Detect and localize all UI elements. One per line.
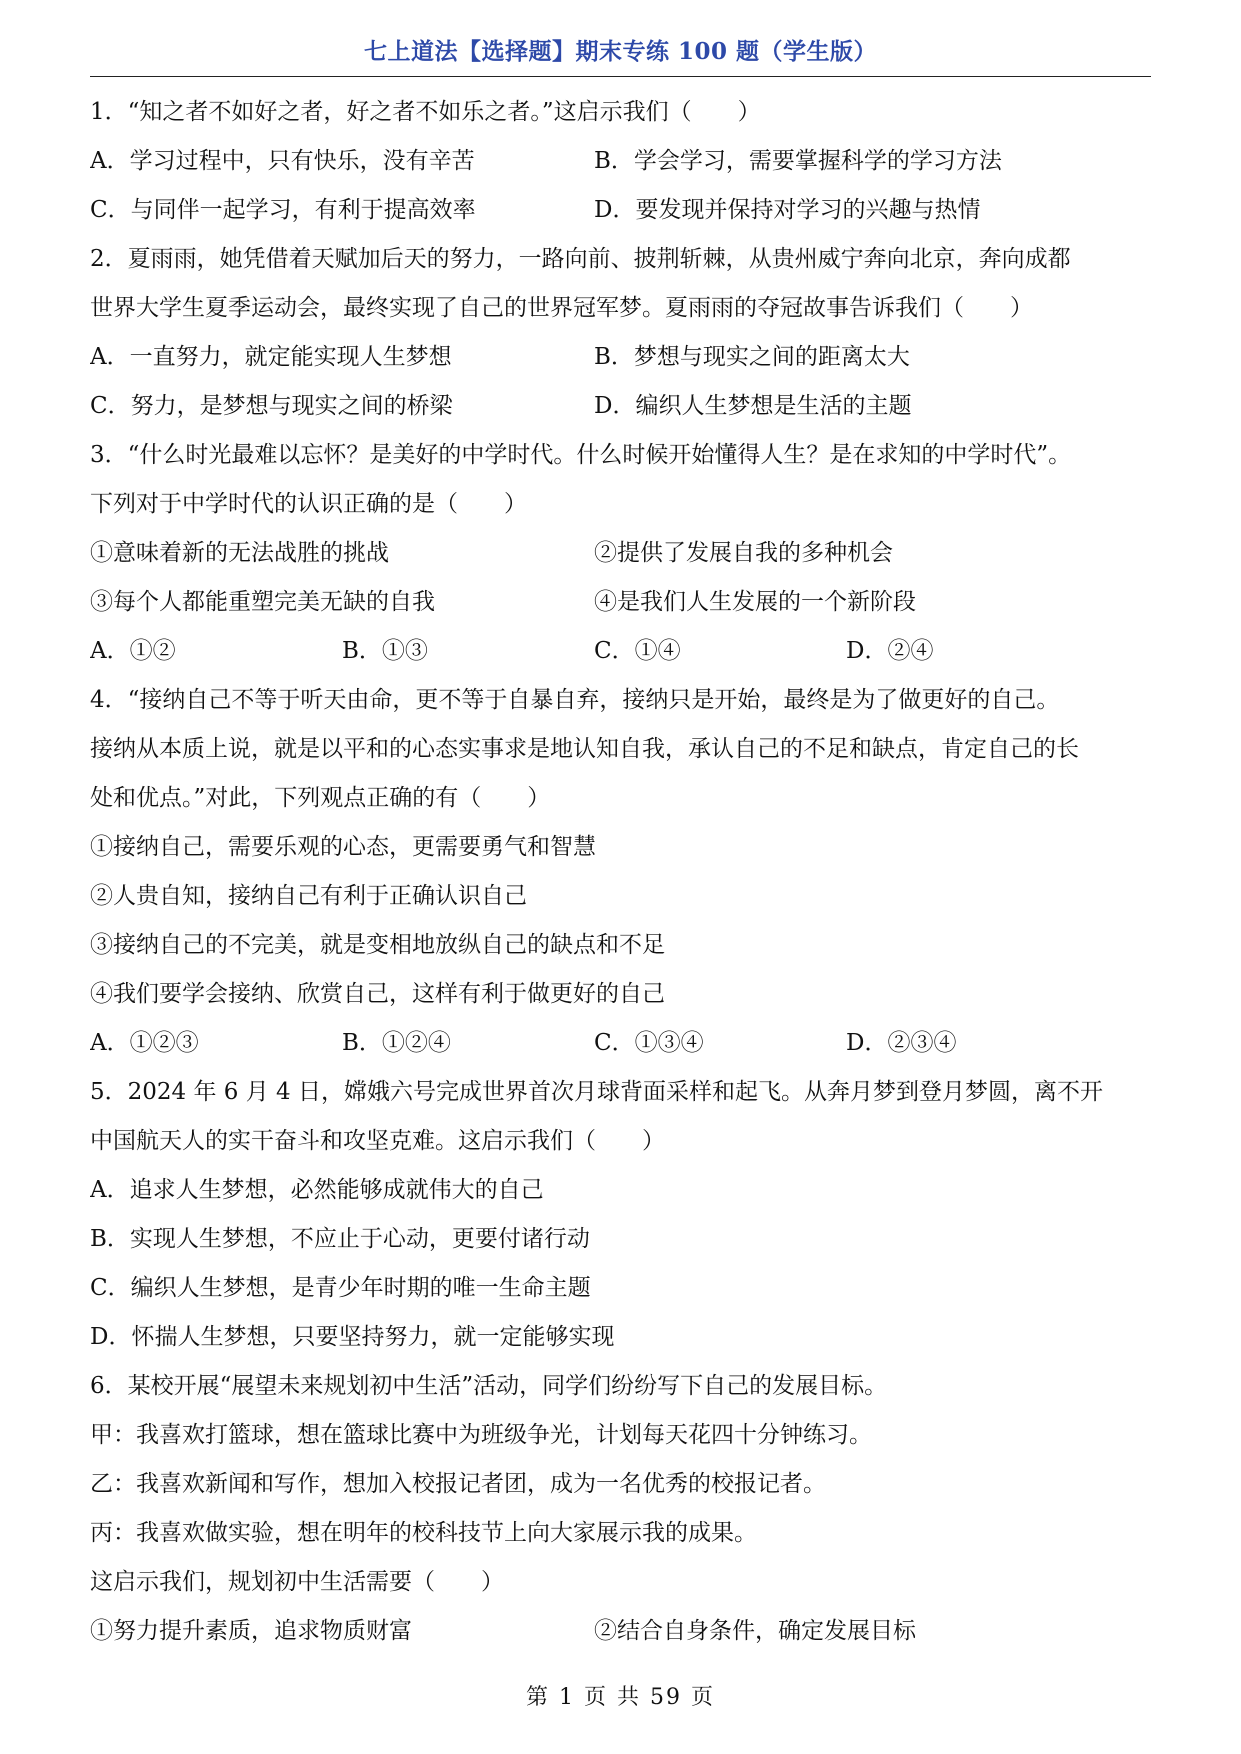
question-3-statements-row-1 bbox=[90, 529, 1152, 578]
question-1-options-row-1 bbox=[90, 137, 1152, 186]
question-2-stem-line-1: 2．夏雨雨，她凭借着天赋加后天的努力，一路向前、披荆斩棘，从贵州威宁奔向北京，奔向成都 bbox=[90, 246, 1071, 272]
statement-4: ④是我们人生发展的一个新阶段 bbox=[594, 589, 916, 615]
question-2-options-row-1 bbox=[90, 333, 1152, 382]
option-a: A．追求人生梦想，必然能够成就伟大的自己 bbox=[90, 1177, 544, 1203]
option-c: C．①③④ bbox=[594, 1030, 704, 1056]
statement-1: ①接纳自己，需要乐观的心态，更需要勇气和智慧 bbox=[90, 834, 596, 860]
student-jia-goal: 甲：我喜欢打篮球，想在篮球比赛中为班级争光，计划每天花四十分钟练习。 bbox=[90, 1422, 872, 1448]
statement-2: ②结合自身条件，确定发展目标 bbox=[594, 1618, 916, 1644]
question-3-stem-line-1: 3．“什么时光最难以忘怀？是美好的中学时代。什么时候开始懂得人生？是在求知的中学时代”。 bbox=[90, 442, 1072, 468]
page-number: 第 1 页 共 59 页 bbox=[526, 1685, 715, 1710]
statement-4: ④我们要学会接纳、欣赏自己，这样有利于做更好的自己 bbox=[90, 981, 665, 1007]
statement-1: ①意味着新的无法战胜的挑战 bbox=[90, 540, 389, 566]
question-6-statements-row-1 bbox=[90, 1607, 1152, 1656]
option-a: A．①②③ bbox=[90, 1030, 199, 1056]
page-header bbox=[90, 34, 1151, 77]
statement-3: ③每个人都能重塑完美无缺的自我 bbox=[90, 589, 435, 615]
option-b: B．①③ bbox=[342, 638, 428, 664]
question-3-stem-line-2: 下列对于中学时代的认识正确的是（ ） bbox=[90, 491, 527, 517]
option-b: B．①②④ bbox=[342, 1030, 451, 1056]
option-a: A．一直努力，就定能实现人生梦想 bbox=[90, 344, 452, 370]
question-6-stem-line-1: 6．某校开展“展望未来规划初中生活”活动，同学们纷纷写下自己的发展目标。 bbox=[90, 1373, 888, 1399]
option-b: B．梦想与现实之间的距离太大 bbox=[594, 344, 910, 370]
option-d: D．②③④ bbox=[846, 1030, 957, 1056]
question-2-stem-line-2: 世界大学生夏季运动会，最终实现了自己的世界冠军梦。夏雨雨的夺冠故事告诉我们（ ） bbox=[90, 295, 1033, 321]
option-a: A．①② bbox=[90, 638, 176, 664]
question-4-stem-line-2: 接纳从本质上说，就是以平和的心态实事求是地认知自我，承认自己的不足和缺点，肯定自己的长 bbox=[90, 736, 1079, 762]
option-b: B．实现人生梦想，不应止于心动，更要付诸行动 bbox=[90, 1226, 590, 1252]
option-d: D．②④ bbox=[846, 638, 934, 664]
student-yi-goal: 乙：我喜欢新闻和写作，想加入校报记者团，成为一名优秀的校报记者。 bbox=[90, 1471, 826, 1497]
question-6-stem-line-2: 这启示我们，规划初中生活需要（ ） bbox=[90, 1569, 504, 1595]
question-4-options bbox=[90, 1019, 1152, 1068]
option-c: C．①④ bbox=[594, 638, 681, 664]
question-list bbox=[90, 88, 1152, 1656]
question-4-stem-line-3: 处和优点。”对此，下列观点正确的有（ ） bbox=[90, 785, 551, 811]
option-d: D．怀揣人生梦想，只要坚持努力，就一定能够实现 bbox=[90, 1324, 615, 1350]
option-a: A．学习过程中，只有快乐，没有辛苦 bbox=[90, 148, 475, 174]
question-3-options bbox=[90, 627, 1152, 676]
option-d: D．要发现并保持对学习的兴趣与热情 bbox=[594, 197, 981, 223]
question-5-stem-line-2: 中国航天人的实干奋斗和攻坚克难。这启示我们（ ） bbox=[90, 1128, 665, 1154]
statement-1: ①努力提升素质，追求物质财富 bbox=[90, 1618, 412, 1644]
statement-2: ②人贵自知，接纳自己有利于正确认识自己 bbox=[90, 883, 527, 909]
question-3-statements-row-2 bbox=[90, 578, 1152, 627]
question-1-stem: 1．“知之者不如好之者，好之者不如乐之者。”这启示我们（ ） bbox=[90, 99, 761, 125]
question-2-options-row-2 bbox=[90, 382, 1152, 431]
question-4-stem-line-1: 4．“接纳自己不等于听天由命，更不等于自暴自弃，接纳只是开始，最终是为了做更好的自己。 bbox=[90, 687, 1060, 713]
option-c: C．努力，是梦想与现实之间的桥梁 bbox=[90, 393, 453, 419]
statement-2: ②提供了发展自我的多种机会 bbox=[594, 540, 893, 566]
option-c: C．与同伴一起学习，有利于提高效率 bbox=[90, 197, 476, 223]
option-d: D．编织人生梦想是生活的主题 bbox=[594, 393, 912, 419]
document-title: 七上道法【选择题】期末专练 100 题（学生版） bbox=[363, 38, 878, 65]
option-c: C．编织人生梦想，是青少年时期的唯一生命主题 bbox=[90, 1275, 591, 1301]
question-5-stem-line-1: 5．2024 年 6 月 4 日，嫦娥六号完成世界首次月球背面采样和起飞。从奔月梦到登月梦圆，离不开 bbox=[90, 1079, 1103, 1105]
question-1-options-row-2 bbox=[90, 186, 1152, 235]
statement-3: ③接纳自己的不完美，就是变相地放纵自己的缺点和不足 bbox=[90, 932, 665, 958]
student-bing-goal: 丙：我喜欢做实验，想在明年的校科技节上向大家展示我的成果。 bbox=[90, 1520, 757, 1546]
option-b: B．学会学习，需要掌握科学的学习方法 bbox=[594, 148, 1002, 174]
